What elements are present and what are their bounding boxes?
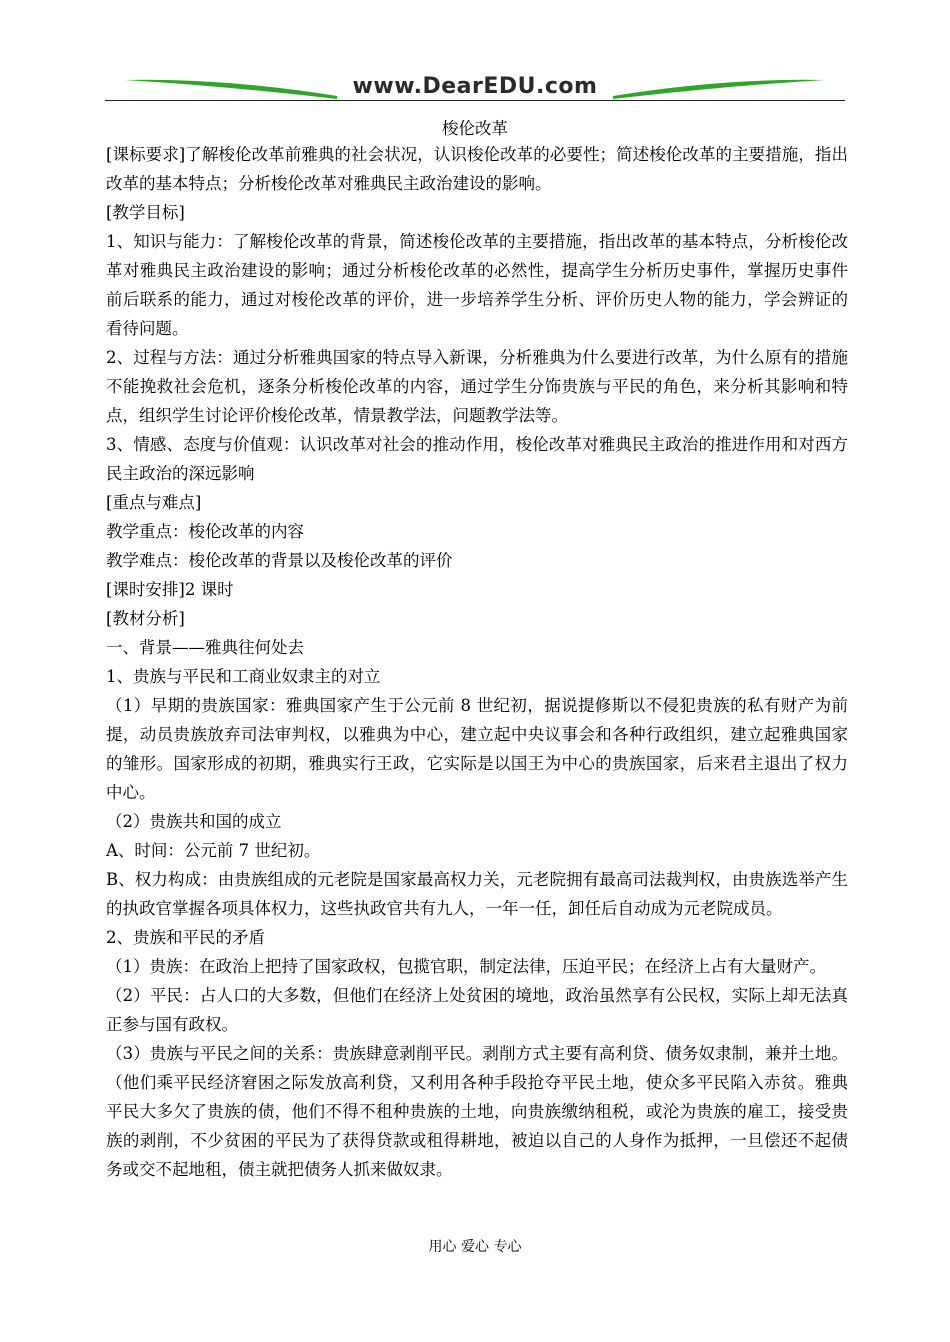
- paragraph: 1、知识与能力：了解梭伦改革的背景，简述梭伦改革的主要措施，指出改革的基本特点，分析梭伦改革对雅典民主政治建设的影响；通过分析梭伦改革的必然性，提高学生分析历史事件，掌握历史事件前后联系的能力，通过对梭伦改革的评价，进一步培养学生分析、评价历史人物的能力，学会辨证的看待问题。: [106, 232, 848, 338]
- paragraph: （1）贵族：在政治上把持了国家政权，包揽官职，制定法律，压迫平民；在经济上占有大量财产。: [106, 957, 826, 976]
- paragraph: 教学重点：梭伦改革的内容: [106, 522, 304, 541]
- paragraph: [课时安排]2 课时: [106, 580, 234, 599]
- document-body: [106, 140, 848, 1184]
- paragraph: 2、过程与方法：通过分析雅典国家的特点导入新课，分析雅典为什么要进行改革，为什么原有的措施不能挽救社会危机，逐条分析梭伦改革的内容，通过学生分饰贵族与平民的角色，来分析其影响和特点，组织学生讨论评价梭伦改革，情景教学法，问题教学法等。: [106, 348, 848, 425]
- section-heading: [教材分析]: [106, 609, 185, 628]
- paragraph: （3）贵族与平民之间的关系：贵族肆意剥削平民。剥削方式主要有高利贷、债务奴隶制，兼并土地。（他们乘平民经济窘困之际发放高利贷，又利用各种手段抢夺平民土地，使众多平民陷入赤贫。雅典平民大多欠了贵族的债，他们不得不租种贵族的土地，向贵族缴纳租税，或沦为贵族的雇工，接受贵族的剥削，不少贫困的平民为了获得贷款或租得耕地，被迫以自己的人身作为抵押，一旦偿还不起债务或交不起地租，债主就把债务人抓来做奴隶。: [106, 1044, 848, 1179]
- paragraph: 1、贵族与平民和工商业奴隶主的对立: [106, 667, 381, 686]
- header-divider: [105, 100, 845, 101]
- paragraph: 2、贵族和平民的矛盾: [106, 928, 265, 947]
- site-logo-text[interactable]: www.DearEDU.com: [352, 74, 598, 99]
- paragraph: B、权力构成：由贵族组成的元老院是国家最高权力关，元老院拥有最高司法裁判权，由贵族选举产生的执政官掌握各项具体权力，这些执政官共有九人，一年一任，卸任后自动成为元老院成员。: [106, 870, 848, 918]
- paragraph: 3、情感、态度与价值观：认识改革对社会的推动作用，梭伦改革对雅典民主政治的推进作用和对西方民主政治的深远影响: [106, 435, 848, 483]
- paragraph: 教学难点：梭伦改革的背景以及梭伦改革的评价: [106, 551, 453, 570]
- paragraph: （1）早期的贵族国家：雅典国家产生于公元前 8 世纪初，据说提修斯以不侵犯贵族的私有财产为前提，动员贵族放弃司法审判权，以雅典为中心，建立起中央议事会和各种行政组织，建立起雅典国家的雏形。国家形成的初期，雅典实行王政，它实际是以国王为中心的贵族国家，后来君主退出了权力中心。: [106, 696, 848, 802]
- section-heading: [教学目标]: [106, 203, 185, 222]
- page-footer: 用心 爱心 专心: [428, 1239, 522, 1255]
- paragraph: （2）平民：占人口的大多数，但他们在经济上处贫困的境地，政治虽然享有公民权，实际上却无法真正参与国有政权。: [106, 986, 848, 1034]
- paragraph: （2）贵族共和国的成立: [106, 812, 282, 831]
- paragraph: [课标要求]了解梭伦改革前雅典的社会状况，认识梭伦改革的必要性；简述梭伦改革的主要措施，指出改革的基本特点；分析梭伦改革对雅典民主政治建设的影响。: [106, 145, 848, 193]
- paragraph: 一、背景——雅典往何处去: [106, 638, 304, 657]
- paragraph: A、时间：公元前 7 世纪初。: [106, 841, 321, 860]
- section-heading: [重点与难点]: [106, 493, 202, 512]
- document-title: 梭伦改革: [442, 119, 508, 138]
